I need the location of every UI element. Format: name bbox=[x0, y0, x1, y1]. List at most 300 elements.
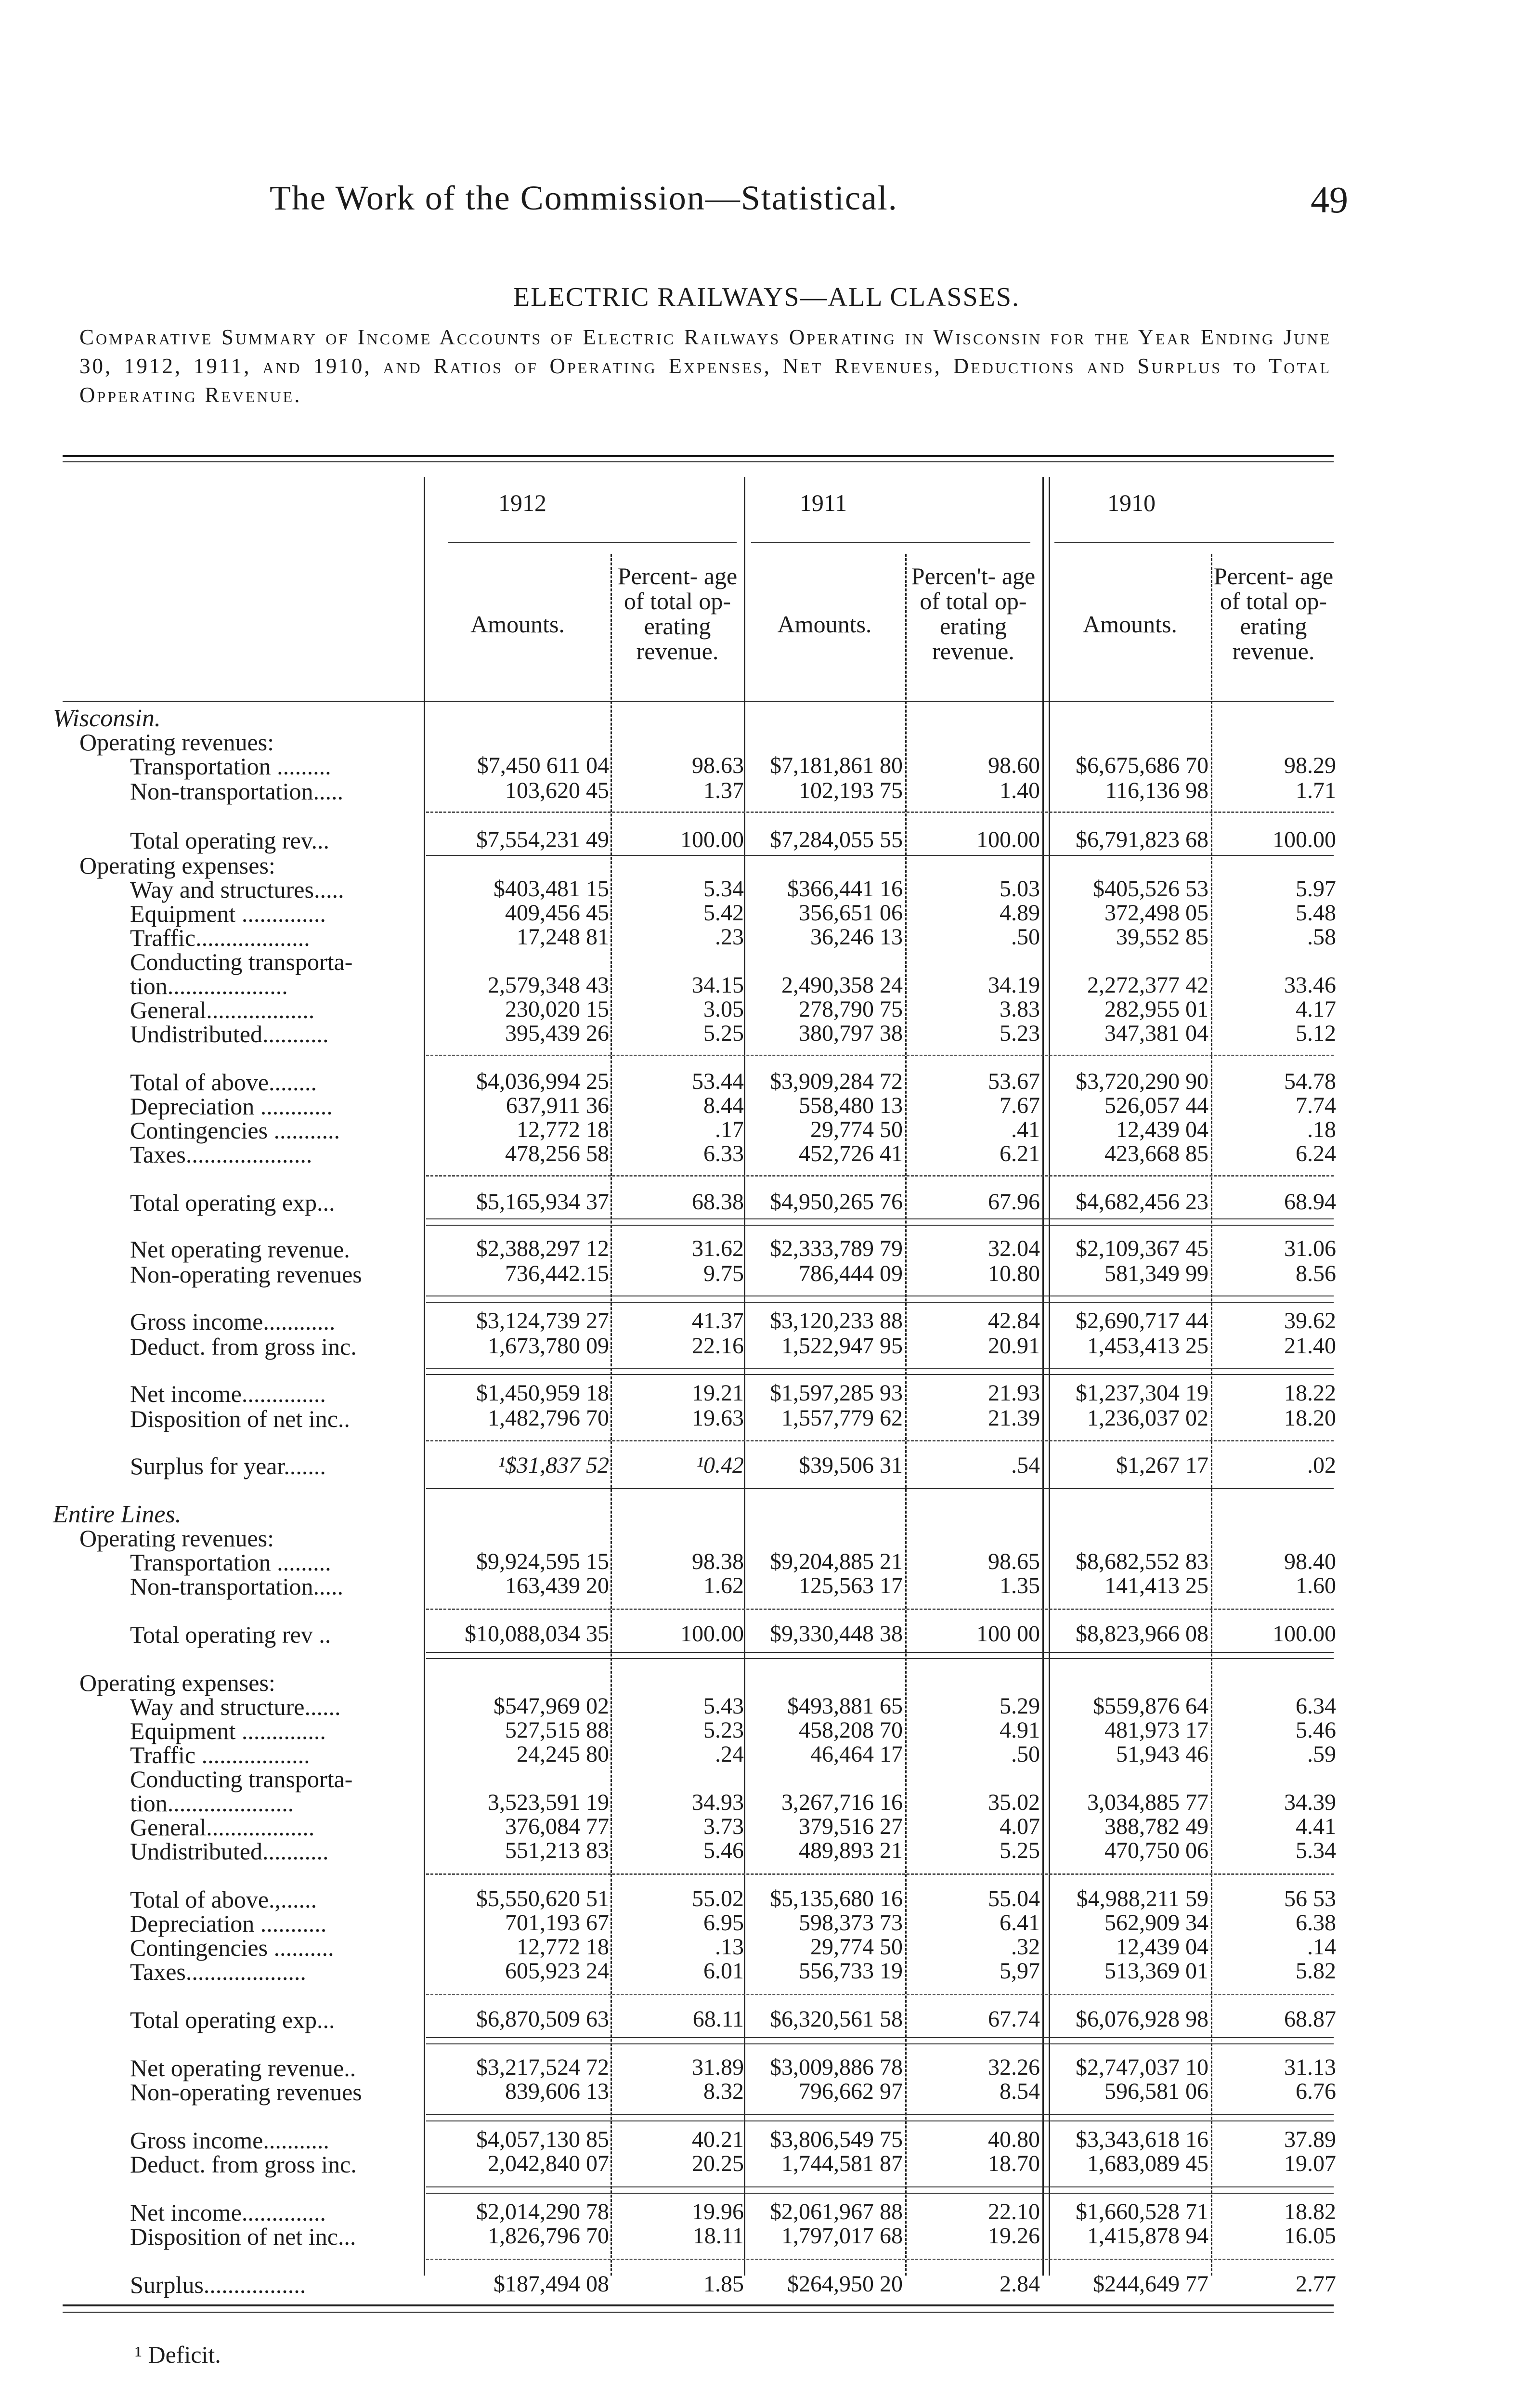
row-label: Disposition of net inc.. bbox=[130, 1405, 350, 1432]
row-label: Way and structure...... bbox=[130, 1693, 341, 1720]
amount-1912: 3,523,591 19 bbox=[488, 1790, 609, 1815]
percent-1911: 7.67 bbox=[1000, 1093, 1040, 1118]
amount-1912: 1,826,796 70 bbox=[488, 2223, 609, 2249]
percent-1912: 1.62 bbox=[703, 1573, 744, 1598]
percent-1911: 4.91 bbox=[1000, 1717, 1040, 1743]
percent-1910: 6.38 bbox=[1296, 1910, 1336, 1936]
percent-1910: 6.34 bbox=[1296, 1693, 1336, 1719]
percent-1911: 40.80 bbox=[988, 2127, 1040, 2152]
percent-1912: 18.11 bbox=[692, 2223, 744, 2249]
percent-1910: 100.00 bbox=[1273, 827, 1336, 852]
year-1911: 1911 bbox=[799, 489, 847, 516]
percent-1912: 9.75 bbox=[703, 1261, 744, 1286]
amount-1912: 163,439 20 bbox=[505, 1573, 609, 1598]
subtotal-rule bbox=[426, 1440, 1334, 1441]
row-label: Net operating revenue.. bbox=[130, 2055, 356, 2081]
amount-1911: $6,320,561 58 bbox=[770, 2006, 903, 2032]
percent-1910: 5.82 bbox=[1296, 1958, 1336, 1984]
percent-1911: 100 00 bbox=[976, 1621, 1040, 1647]
percent-1910: 18.20 bbox=[1284, 1405, 1336, 1431]
amount-1911: 29,774 50 bbox=[810, 1934, 903, 1960]
row-label: Depreciation ............ bbox=[130, 1093, 333, 1120]
percent-1912: 5.43 bbox=[703, 1693, 744, 1719]
amount-1910: $3,720,290 90 bbox=[1076, 1069, 1208, 1094]
amount-1911: $7,181,861 80 bbox=[770, 753, 903, 778]
percent-1912: 8.44 bbox=[703, 1093, 744, 1118]
percent-1912: 100.00 bbox=[680, 827, 744, 852]
percent-1911: 32.04 bbox=[988, 1236, 1040, 1261]
percent-1912: ¹0.42 bbox=[696, 1453, 744, 1478]
percent-1910: 18.82 bbox=[1284, 2199, 1336, 2225]
row-label: Transportation ......... bbox=[130, 1549, 331, 1576]
amount-1911: 278,790 75 bbox=[799, 996, 903, 1022]
percent-1911: 5.29 bbox=[1000, 1693, 1040, 1719]
total-rule bbox=[426, 1225, 1334, 1226]
amount-1911: $7,284,055 55 bbox=[770, 827, 903, 852]
amount-1912: 527,515 88 bbox=[505, 1717, 609, 1743]
col-divider bbox=[1042, 477, 1044, 2276]
amount-1912: $4,057,130 85 bbox=[476, 2127, 609, 2152]
amount-1910: $6,675,686 70 bbox=[1076, 753, 1208, 778]
amounts-header-1912: Amounts. bbox=[470, 611, 565, 638]
amount-1910: $8,682,552 83 bbox=[1076, 1549, 1208, 1574]
amount-1910: 51,943 46 bbox=[1116, 1741, 1208, 1767]
amount-1910: $6,791,823 68 bbox=[1076, 827, 1208, 852]
amount-1910: 1,683,089 45 bbox=[1087, 2151, 1208, 2176]
table-title: ELECTRIC RAILWAYS—ALL CLASSES. bbox=[513, 282, 1020, 312]
amount-1912: $547,969 02 bbox=[494, 1693, 609, 1719]
amount-1910: $1,267 17 bbox=[1116, 1453, 1208, 1478]
row-label: Undistributed........... bbox=[130, 1021, 329, 1047]
row-label: Traffic .................. bbox=[130, 1741, 310, 1768]
row-label: Gross income........... bbox=[130, 2127, 329, 2154]
percent-1910: 4.41 bbox=[1296, 1814, 1336, 1839]
amount-1911: 380,797 38 bbox=[799, 1021, 903, 1046]
amount-1911: 796,662 97 bbox=[799, 2079, 903, 2104]
row-label: Total of above........ bbox=[130, 1069, 317, 1096]
row-label: Surplus................. bbox=[130, 2271, 306, 2298]
amount-1910: 581,349 99 bbox=[1104, 1261, 1208, 1286]
percent-1910: 7.74 bbox=[1296, 1093, 1336, 1118]
percent-1912: .23 bbox=[715, 924, 744, 950]
total-rule bbox=[426, 2193, 1334, 2194]
amount-1910: $4,682,456 23 bbox=[1076, 1189, 1208, 1215]
amounts-header-1911: Amounts. bbox=[777, 611, 872, 638]
row-label: Net income.............. bbox=[130, 2199, 326, 2226]
percent-1910: 100.00 bbox=[1273, 1621, 1336, 1647]
amount-1912: $403,481 15 bbox=[494, 876, 609, 902]
amount-1912: 12,772 18 bbox=[517, 1934, 609, 1960]
subtotal-rule bbox=[426, 1609, 1334, 1610]
amount-1912: 2,042,840 07 bbox=[488, 2151, 609, 2176]
subtotal-rule bbox=[426, 1873, 1334, 1875]
amount-1910: 596,581 06 bbox=[1104, 2079, 1208, 2104]
total-rule bbox=[426, 2120, 1334, 2121]
percent-1912: 100.00 bbox=[680, 1621, 744, 1647]
amount-1910: 347,381 04 bbox=[1104, 1021, 1208, 1046]
row-label: tion..................... bbox=[130, 1790, 294, 1817]
section-rule bbox=[426, 1488, 1334, 1489]
percent-1910: 56 53 bbox=[1284, 1886, 1336, 1911]
percent-1912: .17 bbox=[715, 1117, 744, 1142]
percent-1912: 20.25 bbox=[692, 2151, 744, 2176]
amount-1911: $3,909,284 72 bbox=[770, 1069, 903, 1094]
percent-1912: 34.93 bbox=[692, 1790, 744, 1815]
percent-1911: .50 bbox=[1011, 924, 1040, 950]
percent-1910: 1.60 bbox=[1296, 1573, 1336, 1598]
row-label: Surplus for year....... bbox=[130, 1453, 326, 1479]
percent-1911: 18.70 bbox=[988, 2151, 1040, 2176]
amount-1912: 839,606 13 bbox=[505, 2079, 609, 2104]
percent-1912: 53.44 bbox=[692, 1069, 744, 1094]
amount-1910: 481,973 17 bbox=[1104, 1717, 1208, 1743]
page-number: 49 bbox=[1311, 179, 1348, 221]
percent-1910: 2.77 bbox=[1296, 2271, 1336, 2297]
footnote: ¹ Deficit. bbox=[135, 2341, 221, 2368]
percent-1912: .24 bbox=[715, 1741, 744, 1767]
amount-1912: 637,911 36 bbox=[506, 1093, 609, 1118]
amount-1911: $9,204,885 21 bbox=[770, 1549, 903, 1574]
percent-1911: .32 bbox=[1011, 1934, 1040, 1960]
amount-1910: $405,526 53 bbox=[1093, 876, 1208, 902]
percent-1912: 5.46 bbox=[703, 1838, 744, 1863]
total-rule bbox=[426, 2114, 1334, 2115]
percent-1911: 98.60 bbox=[988, 753, 1040, 778]
total-rule bbox=[426, 1302, 1334, 1303]
amount-1911: 356,651 06 bbox=[799, 900, 903, 926]
percent-1911: 100.00 bbox=[976, 827, 1040, 852]
amount-1912: $10,088,034 35 bbox=[465, 1621, 609, 1647]
running-title: The Work of the Commission—Statistical. bbox=[270, 179, 898, 217]
amount-1910: 470,750 06 bbox=[1104, 1838, 1208, 1863]
percent-1911: 1.40 bbox=[1000, 778, 1040, 803]
row-label: Equipment .............. bbox=[130, 1717, 326, 1744]
amount-1910: 526,057 44 bbox=[1104, 1093, 1208, 1118]
percent-1911: 4.07 bbox=[1000, 1814, 1040, 1839]
row-label: General.................. bbox=[130, 996, 315, 1023]
percent-1910: 5.48 bbox=[1296, 900, 1336, 926]
percent-1911: 6.41 bbox=[1000, 1910, 1040, 1936]
percent-1910: 4.17 bbox=[1296, 996, 1336, 1022]
row-label: Way and structures..... bbox=[130, 876, 344, 903]
row-label: tion.................... bbox=[130, 972, 288, 999]
row-label: Net operating revenue. bbox=[130, 1236, 350, 1263]
percent-1911: 10.80 bbox=[988, 1261, 1040, 1286]
total-rule bbox=[426, 1658, 1334, 1659]
amount-1910: 116,136 98 bbox=[1105, 778, 1208, 803]
running-header bbox=[270, 178, 1348, 236]
percent-1912: 68.38 bbox=[692, 1189, 744, 1215]
amount-1911: 46,464 17 bbox=[810, 1741, 903, 1767]
amount-1910: 1,453,413 25 bbox=[1087, 1333, 1208, 1359]
amount-1912: 376,084 77 bbox=[505, 1814, 609, 1839]
percent-1912: 6.01 bbox=[703, 1958, 744, 1984]
percent-1911: 5.23 bbox=[1000, 1021, 1040, 1046]
amount-1911: 556,733 19 bbox=[799, 1958, 903, 1984]
percent-1910: 6.24 bbox=[1296, 1141, 1336, 1166]
percent-1911: 21.93 bbox=[988, 1380, 1040, 1406]
percent-1910: 98.40 bbox=[1284, 1549, 1336, 1574]
percent-1912: 6.33 bbox=[703, 1141, 744, 1166]
subtotal-rule bbox=[426, 1055, 1334, 1056]
percent-1910: 5.46 bbox=[1296, 1717, 1336, 1743]
amount-1912: 1,673,780 09 bbox=[488, 1333, 609, 1359]
row-label: Depreciation ........... bbox=[130, 1910, 327, 1937]
percent-1910: 39.62 bbox=[1284, 1308, 1336, 1334]
percentage-header-1910: Percent- age of total op- erating revenue. bbox=[1213, 563, 1334, 665]
amount-1912: 478,256 58 bbox=[505, 1141, 609, 1166]
row-label: Contingencies ........... bbox=[130, 1117, 340, 1144]
amount-1910: 1,236,037 02 bbox=[1087, 1405, 1208, 1431]
percent-1912: 19.96 bbox=[692, 2199, 744, 2225]
amount-1911: 452,726 41 bbox=[799, 1141, 903, 1166]
amount-1912: 12,772 18 bbox=[517, 1117, 609, 1142]
row-label: Total operating exp... bbox=[130, 1189, 335, 1216]
percent-1912: 31.89 bbox=[692, 2055, 744, 2080]
amount-1910: $1,237,304 19 bbox=[1076, 1380, 1208, 1406]
percent-1912: 3.05 bbox=[703, 996, 744, 1022]
row-label: Operating revenues: bbox=[79, 729, 274, 756]
row-label: Contingencies .......... bbox=[130, 1934, 334, 1961]
top-rule-inner bbox=[63, 461, 1334, 462]
amount-1911: 1,744,581 87 bbox=[781, 2151, 903, 2176]
amount-1912: $5,165,934 37 bbox=[476, 1189, 609, 1215]
amount-1911: 598,373 73 bbox=[799, 1910, 903, 1936]
row-label: Deduct. from gross inc. bbox=[130, 1333, 357, 1360]
amount-1911: $493,881 65 bbox=[787, 1693, 903, 1719]
amount-1910: 3,034,885 77 bbox=[1087, 1790, 1208, 1815]
percent-1911: 55.04 bbox=[988, 1886, 1040, 1911]
row-label: Total operating rev .. bbox=[130, 1621, 331, 1648]
row-label: Traffic................... bbox=[130, 924, 310, 951]
percent-1911: 67.74 bbox=[988, 2006, 1040, 2032]
percent-1912: 41.37 bbox=[692, 1308, 744, 1334]
amount-1911: 36,246 13 bbox=[810, 924, 903, 950]
percent-1912: 6.95 bbox=[703, 1910, 744, 1936]
row-label: Non-operating revenues bbox=[130, 1261, 362, 1288]
percent-1910: 5.12 bbox=[1296, 1021, 1336, 1046]
row-label: Non-operating revenues bbox=[130, 2079, 362, 2106]
amount-1911: $3,120,233 88 bbox=[770, 1308, 903, 1334]
percent-1910: 21.40 bbox=[1284, 1333, 1336, 1359]
amount-1910: $2,747,037 10 bbox=[1076, 2055, 1208, 2080]
amount-1911: 2,490,358 24 bbox=[781, 972, 903, 998]
amount-1912: $4,036,994 25 bbox=[476, 1069, 609, 1094]
amount-1912: 24,245 80 bbox=[517, 1741, 609, 1767]
percent-1910: 33.46 bbox=[1284, 972, 1336, 998]
amount-1910: $3,343,618 16 bbox=[1076, 2127, 1208, 2152]
amount-1910: $6,076,928 98 bbox=[1076, 2006, 1208, 2032]
amount-1912: 551,213 83 bbox=[505, 1838, 609, 1863]
amount-1911: 1,797,017 68 bbox=[781, 2223, 903, 2249]
year-1912: 1912 bbox=[498, 489, 546, 516]
row-label: Non-transportation..... bbox=[130, 1573, 343, 1600]
percent-1912: 5.25 bbox=[703, 1021, 744, 1046]
amount-1910: $8,823,966 08 bbox=[1076, 1621, 1208, 1647]
amount-1911: 558,480 13 bbox=[799, 1093, 903, 1118]
percent-1912: 1.85 bbox=[703, 2271, 744, 2297]
total-rule bbox=[426, 1374, 1334, 1375]
amount-1912: $3,124,739 27 bbox=[476, 1308, 609, 1334]
bottom-rule bbox=[63, 2304, 1334, 2306]
amount-1911: 1,557,779 62 bbox=[781, 1405, 903, 1431]
total-rule bbox=[426, 1652, 1334, 1653]
percent-1912: 19.21 bbox=[692, 1380, 744, 1406]
amount-1910: $2,109,367 45 bbox=[1076, 1236, 1208, 1261]
total-rule bbox=[426, 2186, 1334, 2187]
percent-1910: 6.76 bbox=[1296, 2079, 1336, 2104]
amount-1911: 125,563 17 bbox=[799, 1573, 903, 1598]
amount-1910: 12,439 04 bbox=[1116, 1117, 1208, 1142]
percent-1912: 5.23 bbox=[703, 1717, 744, 1743]
total-rule bbox=[426, 2037, 1334, 2038]
header-rule bbox=[63, 701, 1334, 702]
percent-1912: 19.63 bbox=[692, 1405, 744, 1431]
amount-1910: 562,909 34 bbox=[1104, 1910, 1208, 1936]
amount-1911: $2,333,789 79 bbox=[770, 1236, 903, 1261]
year-1910: 1910 bbox=[1107, 489, 1156, 516]
percent-1910: 68.87 bbox=[1284, 2006, 1336, 2032]
amount-1912: $2,014,290 78 bbox=[476, 2199, 609, 2225]
amount-1912: $187,494 08 bbox=[494, 2271, 609, 2297]
row-label: Taxes..................... bbox=[130, 1141, 312, 1168]
percent-1912: 22.16 bbox=[692, 1333, 744, 1359]
percent-1910: .59 bbox=[1307, 1741, 1336, 1767]
amount-1910: 2,272,377 42 bbox=[1087, 972, 1208, 998]
percentage-header-1912: Percent- age of total op- erating revenue. bbox=[617, 563, 738, 665]
percent-1911: 21.39 bbox=[988, 1405, 1040, 1431]
amount-1911: $9,330,448 38 bbox=[770, 1621, 903, 1647]
amount-1912: 103,620 45 bbox=[505, 778, 609, 803]
percent-1912: 31.62 bbox=[692, 1236, 744, 1261]
row-label: Disposition of net inc... bbox=[130, 2223, 356, 2250]
percent-1912: 98.38 bbox=[692, 1549, 744, 1574]
percent-1911: 20.91 bbox=[988, 1333, 1040, 1359]
amount-1912: $3,217,524 72 bbox=[476, 2055, 609, 2080]
total-rule bbox=[426, 855, 1334, 856]
amount-1910: 282,955 01 bbox=[1104, 996, 1208, 1022]
percent-1910: .14 bbox=[1307, 1934, 1336, 1960]
percent-1911: 53.67 bbox=[988, 1069, 1040, 1094]
amount-1910: 12,439 04 bbox=[1116, 1934, 1208, 1960]
amount-1911: 379,516 27 bbox=[799, 1814, 903, 1839]
row-label: Deduct. from gross inc. bbox=[130, 2151, 357, 2178]
amount-1910: 513,369 01 bbox=[1104, 1958, 1208, 1984]
amount-1912: $5,550,620 51 bbox=[476, 1886, 609, 1911]
percent-1912: 55.02 bbox=[692, 1886, 744, 1911]
amount-1912: $9,924,595 15 bbox=[476, 1549, 609, 1574]
row-label: Operating expenses: bbox=[79, 852, 275, 879]
subtotal-rule bbox=[426, 1994, 1334, 1995]
percent-1912: 8.32 bbox=[703, 2079, 744, 2104]
percent-1911: 5.25 bbox=[1000, 1838, 1040, 1863]
amount-1912: $1,450,959 18 bbox=[476, 1380, 609, 1406]
row-label: Operating revenues: bbox=[79, 1525, 274, 1552]
year-underline bbox=[751, 542, 1030, 543]
row-label: Undistributed........... bbox=[130, 1838, 329, 1865]
amount-1910: $2,690,717 44 bbox=[1076, 1308, 1208, 1334]
amount-1911: $264,950 20 bbox=[787, 2271, 903, 2297]
amounts-header-1910: Amounts. bbox=[1083, 611, 1177, 638]
amount-1911: $366,441 16 bbox=[787, 876, 903, 902]
percent-1910: 5.34 bbox=[1296, 1838, 1336, 1863]
percent-1912: 5.42 bbox=[703, 900, 744, 926]
subtotal-rule bbox=[426, 1175, 1334, 1177]
percent-1911: 3.83 bbox=[1000, 996, 1040, 1022]
amount-1910: $1,660,528 71 bbox=[1076, 2199, 1208, 2225]
percent-1910: 31.13 bbox=[1284, 2055, 1336, 2080]
amount-1911: 3,267,716 16 bbox=[781, 1790, 903, 1815]
percent-1912: 40.21 bbox=[692, 2127, 744, 2152]
amount-1912: $7,554,231 49 bbox=[476, 827, 609, 852]
amount-1912: 409,456 45 bbox=[505, 900, 609, 926]
amount-1910: $559,876 64 bbox=[1093, 1693, 1208, 1719]
percent-1911: 4.89 bbox=[1000, 900, 1040, 926]
row-label: General.................. bbox=[130, 1814, 315, 1841]
amount-1910: 39,552 85 bbox=[1116, 924, 1208, 950]
percent-1912: 68.11 bbox=[692, 2006, 744, 2032]
percent-1910: 34.39 bbox=[1284, 1790, 1336, 1815]
row-label: Total operating exp... bbox=[130, 2006, 335, 2033]
amount-1911: 29,774 50 bbox=[810, 1117, 903, 1142]
amount-1911: $5,135,680 16 bbox=[770, 1886, 903, 1911]
amount-1912: 1,482,796 70 bbox=[488, 1405, 609, 1431]
amount-1911: 786,444 09 bbox=[799, 1261, 903, 1286]
percent-1911: 8.54 bbox=[1000, 2079, 1040, 2104]
row-label: Conducting transporta- bbox=[130, 1766, 353, 1793]
percent-1910: 54.78 bbox=[1284, 1069, 1336, 1094]
table-caption: Comparative Summary of Income Accounts of Electric Railways Operating in Wisconsin for the Year Ending June 30, 1912, 1911, and 1910, and Ratios of Operating Expenses, Net Revenues, Deductions and Surplus to Total Opperating Revenue. bbox=[79, 325, 1331, 407]
percent-1912: 98.63 bbox=[692, 753, 744, 778]
amount-1911: 102,193 75 bbox=[799, 778, 903, 803]
amount-1912: 605,923 24 bbox=[505, 1958, 609, 1984]
row-label: Total of above.,...... bbox=[130, 1886, 317, 1913]
percent-1912: .13 bbox=[715, 1934, 744, 1960]
amount-1910: 372,498 05 bbox=[1104, 900, 1208, 926]
percent-1912: 5.34 bbox=[703, 876, 744, 902]
percent-1911: .41 bbox=[1011, 1117, 1040, 1142]
amount-1910: 423,668 85 bbox=[1104, 1141, 1208, 1166]
amount-1911: $3,806,549 75 bbox=[770, 2127, 903, 2152]
amount-1912: 736,442.15 bbox=[505, 1261, 609, 1286]
amount-1911: $1,597,285 93 bbox=[770, 1380, 903, 1406]
year-underline bbox=[1054, 542, 1334, 543]
percent-1911: 1.35 bbox=[1000, 1573, 1040, 1598]
amount-1912: 2,579,348 43 bbox=[488, 972, 609, 998]
amount-1911: $3,009,886 78 bbox=[770, 2055, 903, 2080]
percent-1910: 37.89 bbox=[1284, 2127, 1336, 2152]
percent-1911: 98.65 bbox=[988, 1549, 1040, 1574]
amount-1910: 141,413 25 bbox=[1104, 1573, 1208, 1598]
percent-1911: 67.96 bbox=[988, 1189, 1040, 1215]
row-label: Total operating rev... bbox=[130, 827, 329, 854]
amount-1911: 1,522,947 95 bbox=[781, 1333, 903, 1359]
row-label: Transportation ......... bbox=[130, 753, 331, 780]
amount-1912: $6,870,509 63 bbox=[476, 2006, 609, 2032]
percent-1910: .58 bbox=[1307, 924, 1336, 950]
percent-1911: 2.84 bbox=[1000, 2271, 1040, 2297]
amount-1911: 458,208 70 bbox=[799, 1717, 903, 1743]
percent-1911: 35.02 bbox=[988, 1790, 1040, 1815]
percent-1910: 68.94 bbox=[1284, 1189, 1336, 1215]
row-label: Operating expenses: bbox=[79, 1669, 275, 1696]
percent-1910: 18.22 bbox=[1284, 1380, 1336, 1406]
row-label: Equipment .............. bbox=[130, 900, 326, 927]
percent-1911: .50 bbox=[1011, 1741, 1040, 1767]
row-label: Net income.............. bbox=[130, 1380, 326, 1407]
percent-1911: 5.03 bbox=[1000, 876, 1040, 902]
section-entire-lines: Entire Lines. bbox=[53, 1501, 182, 1528]
